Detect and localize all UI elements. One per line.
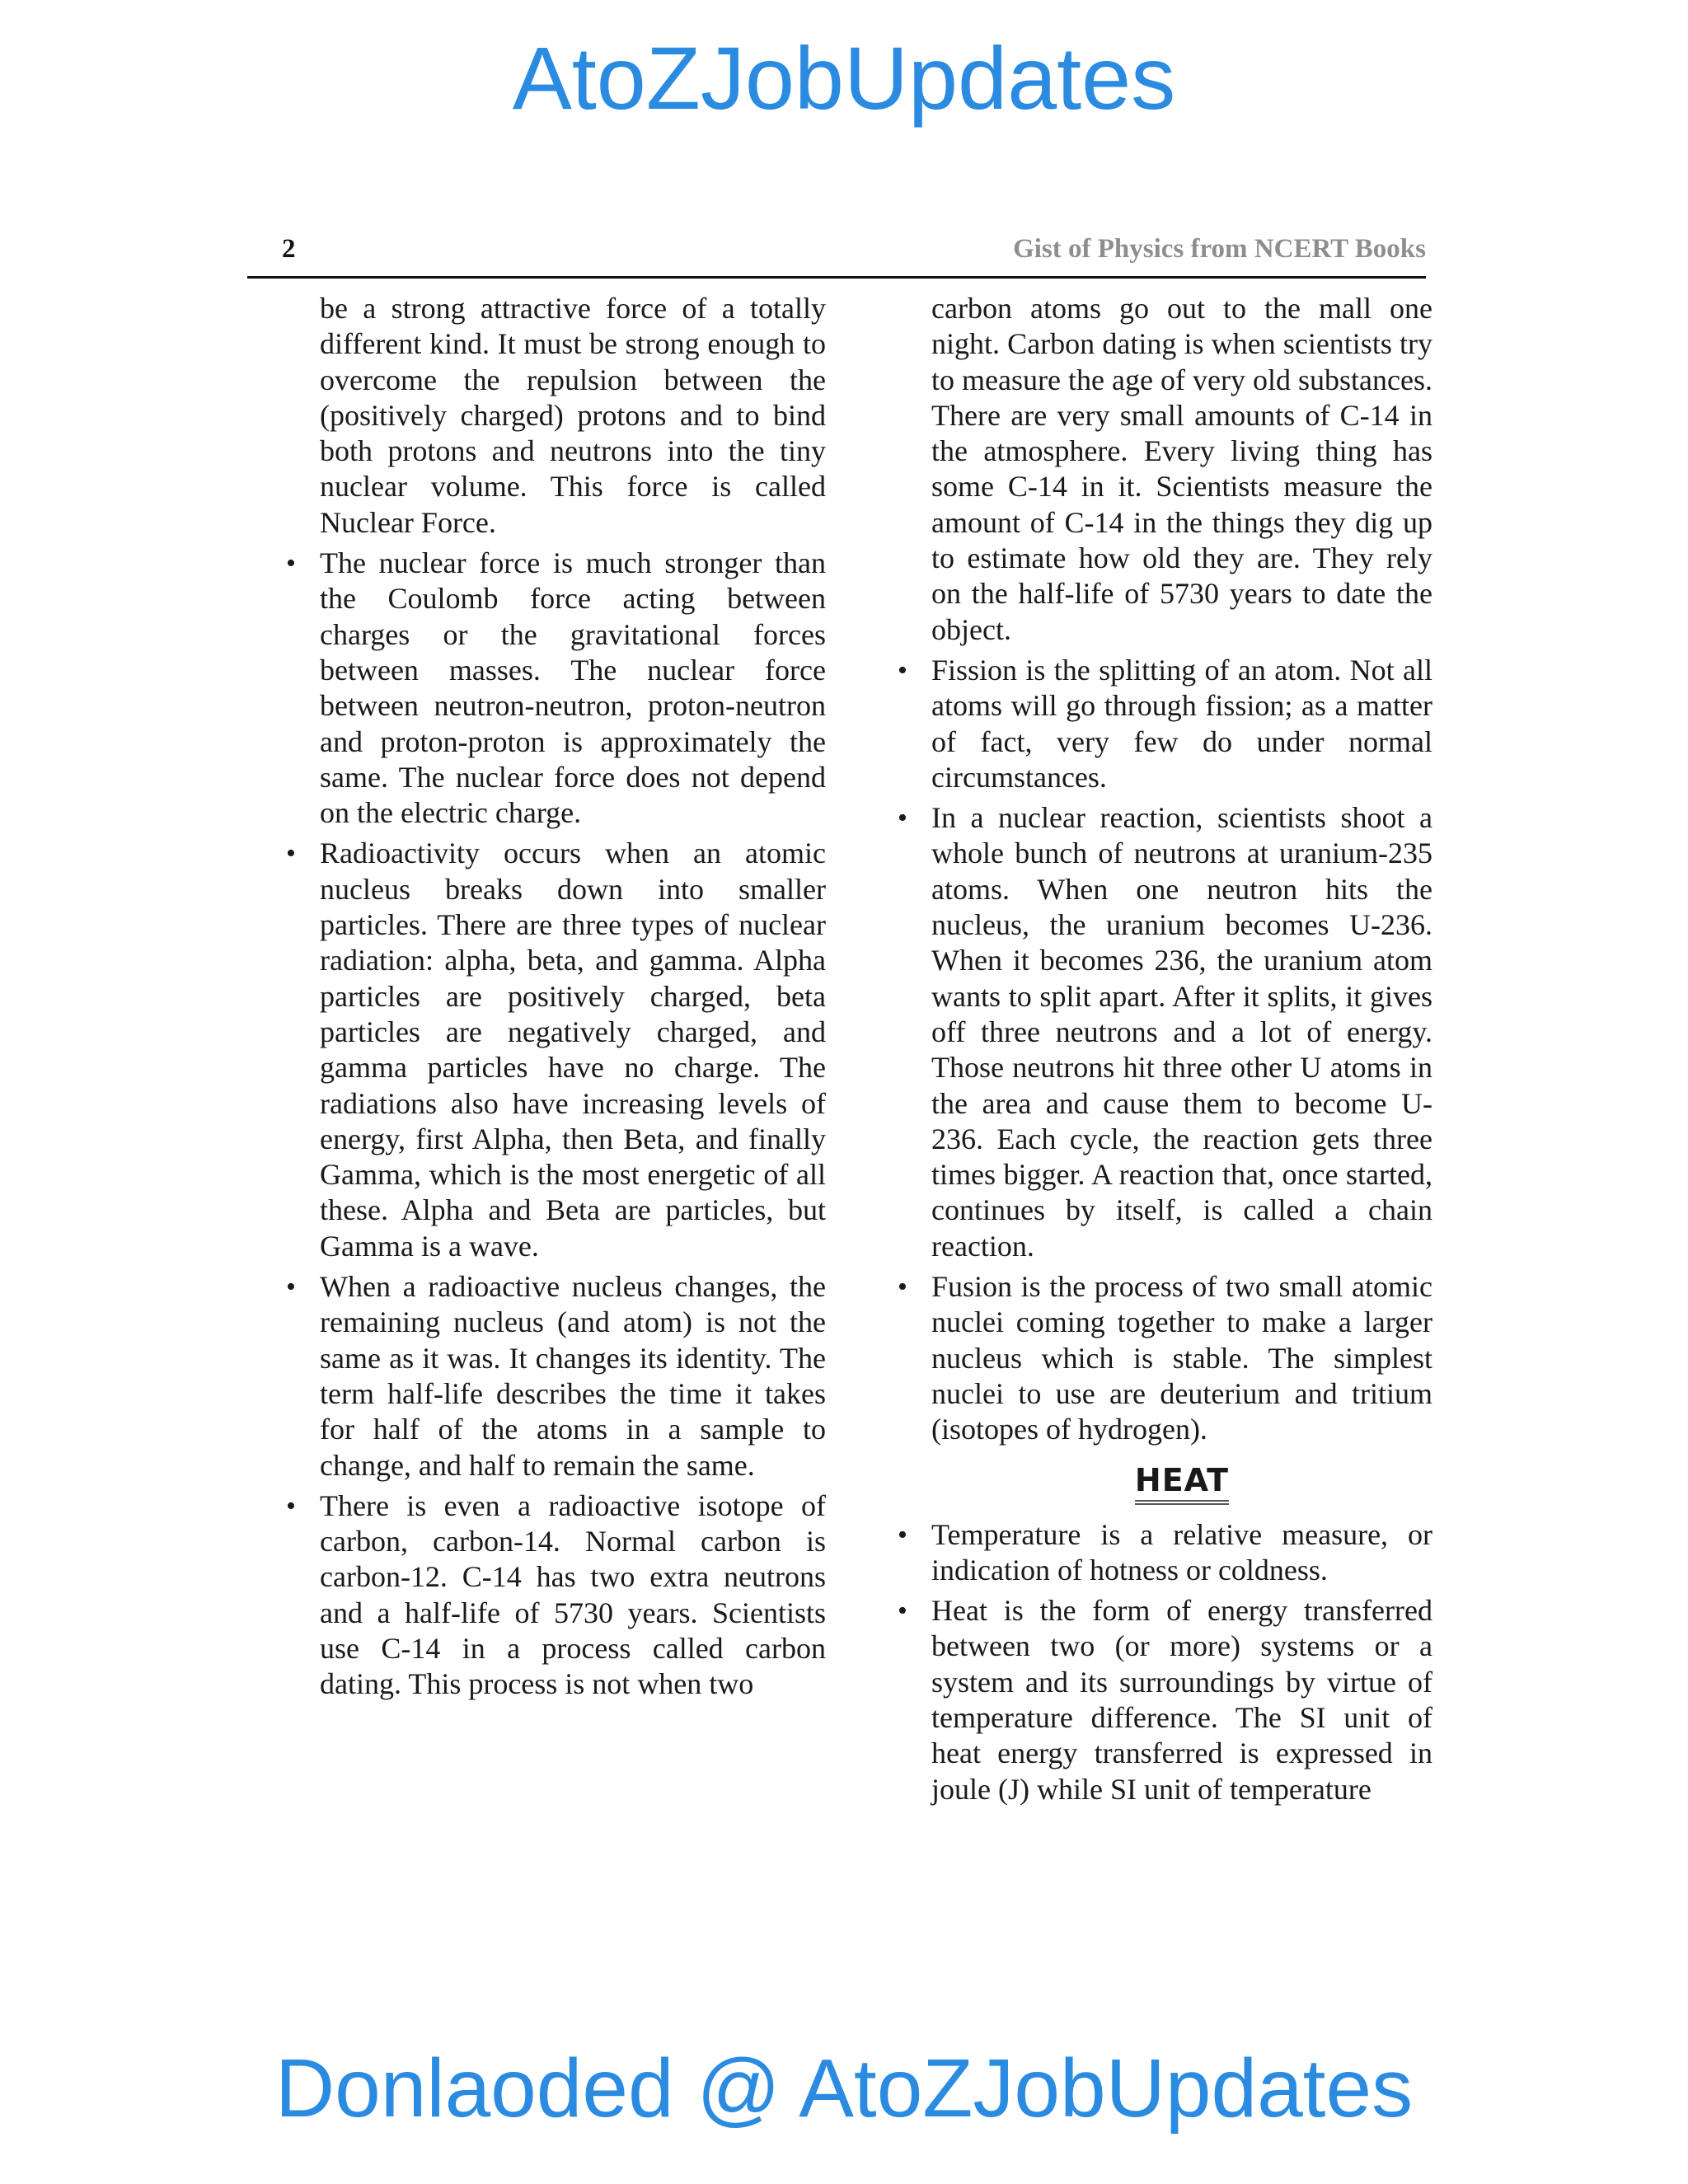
book-title: Gist of Physics from NCERT Books	[1013, 234, 1426, 264]
bullet-icon: •	[286, 838, 296, 869]
bullet-icon: •	[898, 654, 907, 686]
bullet-icon: •	[898, 1519, 907, 1550]
right-column-body	[890, 291, 1432, 1807]
section-heading	[931, 1463, 1432, 1506]
bullet-item	[279, 1269, 826, 1483]
bullet-text: There is even a radioactive isotope of carbon, carbon-14. Normal carbon is carbon-12. C-14 has two extra neutrons and a half-life of 5730 years. Scientists use C-14 in a process called carbon dating. This process is not when two	[320, 1488, 826, 1701]
running-head	[247, 228, 1426, 269]
continuation-paragraph: be a strong attractive force of a totally different kind. It must be strong enough to overcome the repulsion between the (positively charged) protons and to bind both protons and neutrons into the tiny nuclear volume. This force is called Nuclear Force.	[320, 292, 826, 539]
bullet-item	[890, 800, 1432, 1264]
bullet-item	[890, 1269, 1432, 1447]
bullet-text: In a nuclear reaction, scientists shoot a whole bunch of neutrons at uranium-235 atoms. When one neutron hits the nucleus, the uranium becomes U-236. When it becomes 236, the uranium atom wants to split apart. After it splits, it gives off three neutrons and a lot of energy. Those neutrons hit three other U atoms in the area and cause them to become U-236. Each cycle, the reaction gets three times bigger. A reaction that, once started, continues by itself, is called a chain reaction.	[931, 801, 1432, 1263]
bullet-text: Fusion is the process of two small atomic nuclei coming together to make a larger nucleus which is stable. The simplest nuclei to use are deuterium and tritium (isotopes of hydrogen).	[931, 1270, 1432, 1446]
left-column	[279, 291, 826, 1703]
bullet-text: The nuclear force is much stronger than the Coulomb force acting between charges or the gravitational forces between masses. The nuclear force between neutron-neutron, proton-neutron and proton-proton is approximately the same. The nuclear force does not depend on the electric charge.	[320, 546, 826, 830]
bullet-text: When a radioactive nucleus changes, the remaining nucleus (and atom) is not the same as it was. It changes its identity. The term half-life describes the time it takes for half of the atoms in a sample to change, and half to remain the same.	[320, 1270, 826, 1482]
bullet-text: Radioactivity occurs when an atomic nucleus breaks down into smaller particles. There are three types of nuclear radiation: alpha, beta, and gamma. Alpha particles are positively charged, beta particles are negatively charged, and gamma particles have no charge. The radiations also have increasing levels of energy, first Alpha, then Beta, and finally Gamma, which is the most energetic of all these. Alpha and Beta are particles, but Gamma is a wave.	[320, 837, 826, 1263]
header-rule	[247, 276, 1426, 279]
bullet-item	[890, 1517, 1432, 1589]
heat-heading: HEAT	[1135, 1463, 1229, 1505]
continuation-paragraph: carbon atoms go out to the mall one night. Carbon dating is when scientists try to measure the age of very old substances. There are very small amounts of C-14 in the atmosphere. Every living thing has some C-14 in it. Scientists measure the amount of C-14 in the things they dig up to estimate how old they are. They rely on the half-life of 5730 years to date the object.	[931, 292, 1432, 646]
bullet-text: Heat is the form of energy transferred between two (or more) systems or a system and its surroundings by virtue of temperature difference. The SI unit of heat energy transferred is expressed in joule (J) while SI unit of temperature	[931, 1594, 1432, 1806]
bullet-icon: •	[286, 548, 296, 579]
watermark-bottom: Donlaoded @ AtoZJobUpdates	[274, 2042, 1414, 2135]
right-column	[890, 291, 1432, 1807]
watermark-top: AtoZJobUpdates	[512, 28, 1176, 128]
bullet-icon: •	[286, 1272, 296, 1303]
bullet-item	[279, 546, 826, 831]
bullet-icon: •	[898, 1272, 907, 1303]
bullet-text: Temperature is a relative measure, or indication of hotness or coldness.	[931, 1517, 1432, 1586]
bullet-icon: •	[898, 1596, 907, 1627]
bullet-item	[890, 653, 1432, 795]
bullet-icon: •	[898, 803, 907, 834]
bullet-item	[279, 836, 826, 1264]
bullet-item	[890, 1593, 1432, 1807]
bullet-icon: •	[286, 1490, 296, 1521]
left-column-body	[279, 291, 826, 1703]
bullet-text: Fission is the splitting of an atom. Not all atoms will go through fission; as a matter of fact, very few do under normal circumstances.	[931, 653, 1432, 794]
bullet-item	[279, 1488, 826, 1703]
page-number: 2	[282, 234, 296, 264]
